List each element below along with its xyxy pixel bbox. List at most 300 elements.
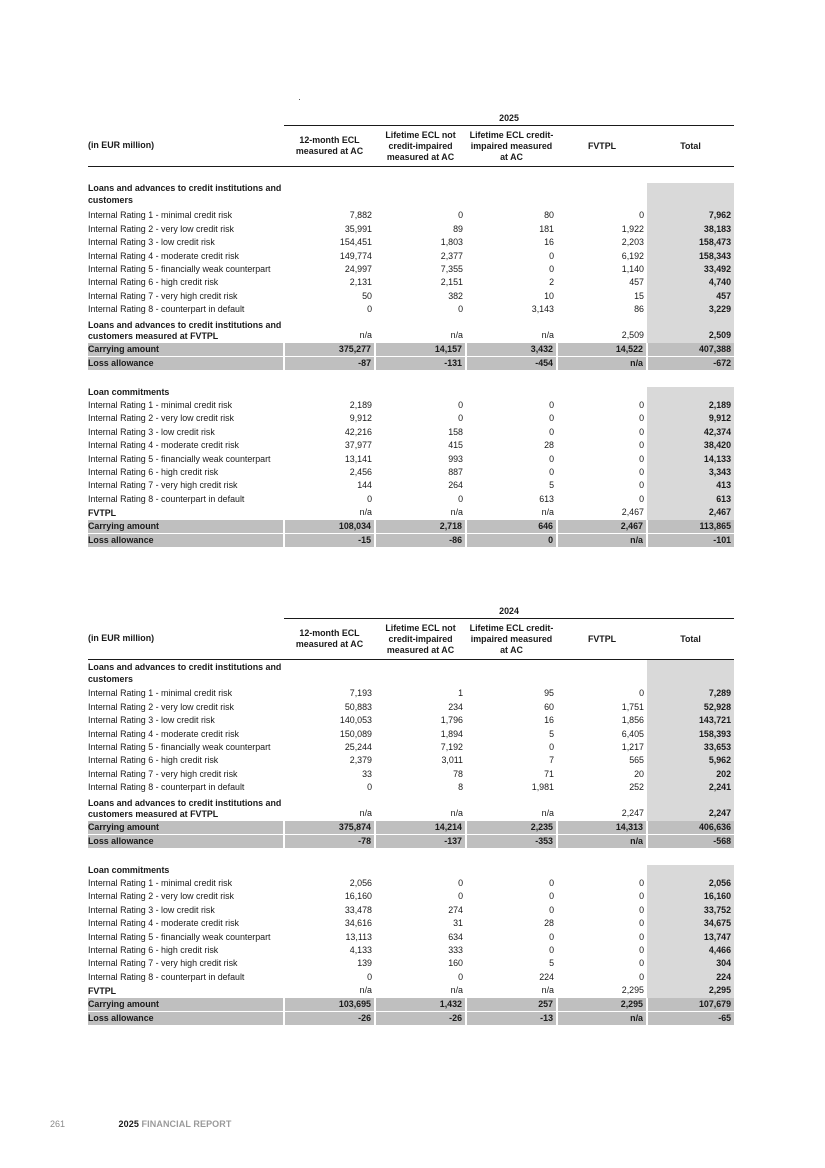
cell: 0 xyxy=(549,931,554,942)
cell: 34,616 xyxy=(344,918,372,929)
total-cell: 158,473 xyxy=(647,236,734,249)
cell: 2,247 xyxy=(621,808,644,819)
row-label: Internal Rating 8 - counterpart in default xyxy=(88,304,245,315)
cell: -87 xyxy=(284,357,375,371)
cell: 0 xyxy=(639,945,644,955)
cell: 144 xyxy=(357,480,372,491)
cell: 2,509 xyxy=(621,330,644,341)
cell: 16,160 xyxy=(344,891,372,902)
fvtpl-row xyxy=(88,984,734,997)
total-cell: 158,393 xyxy=(647,728,734,741)
total-cell: 143,721 xyxy=(647,714,734,727)
cell: 4,133 xyxy=(349,945,372,955)
col-12-month-ecl: 12-month ECL measured at AC xyxy=(284,126,375,167)
total-cell: 38,420 xyxy=(647,439,734,452)
cell: 0 xyxy=(458,891,463,902)
col-fvtpl: FVTPL xyxy=(557,126,647,167)
table-row xyxy=(88,412,734,425)
row-label: Internal Rating 1 - minimal credit risk xyxy=(88,877,233,888)
cell: -15 xyxy=(284,534,375,548)
row-label: Internal Rating 1 - minimal credit risk xyxy=(88,688,233,699)
col-lifetime-ecl-not-impaired: Lifetime ECL not credit-impaired measured at AC xyxy=(375,126,466,167)
cell: 415 xyxy=(448,440,463,451)
cell: 0 xyxy=(549,264,554,275)
cell: -13 xyxy=(466,1012,557,1026)
total-cell: 33,492 xyxy=(647,263,734,276)
cell: n/a xyxy=(359,985,372,996)
cell: 14,522 xyxy=(557,343,647,357)
table-row xyxy=(88,426,734,439)
row-label: Internal Rating 5 - financially weak counterpart xyxy=(88,264,271,275)
cell: 1,140 xyxy=(621,264,644,275)
section-title-row xyxy=(88,660,734,688)
row-label: Carrying amount xyxy=(88,821,284,835)
cell: 0 xyxy=(367,493,372,504)
section-title: Loans and advances to credit institutions and customers xyxy=(88,662,282,684)
total-cell: 7,289 xyxy=(647,687,734,700)
cell: 1,217 xyxy=(621,742,644,753)
row-label: Loans and advances to credit institutions and customers measured at FVTPL xyxy=(88,797,282,820)
row-label: Internal Rating 2 - very low credit risk xyxy=(88,223,234,234)
row-label: Internal Rating 6 - high credit risk xyxy=(88,467,219,477)
cell: 2,718 xyxy=(375,520,466,534)
table-row xyxy=(88,439,734,452)
brand-year: 2025 xyxy=(118,1119,139,1129)
row-label: Internal Rating 8 - counterpart in default xyxy=(88,782,245,793)
cell: 1,894 xyxy=(440,728,463,739)
table-row xyxy=(88,263,734,276)
cell: 0 xyxy=(639,426,644,437)
cell: 31 xyxy=(453,918,463,929)
cell: 264 xyxy=(448,480,463,491)
cell: 0 xyxy=(639,877,644,888)
total-cell: 407,388 xyxy=(647,343,734,357)
table-row xyxy=(88,453,734,466)
table-row xyxy=(88,290,734,303)
cell: 0 xyxy=(639,453,644,464)
cell: 6,192 xyxy=(621,250,644,261)
cell: 224 xyxy=(539,971,554,982)
total-cell: 3,229 xyxy=(647,303,734,316)
total-cell: -672 xyxy=(647,357,734,371)
table-row xyxy=(88,714,734,727)
loss-allowance-row xyxy=(88,357,734,371)
unit-label: (in EUR million) xyxy=(88,619,284,660)
cell: n/a xyxy=(450,507,463,518)
cell: 0 xyxy=(458,493,463,504)
table-row xyxy=(88,493,734,506)
cell: 0 xyxy=(639,891,644,902)
total-cell: 5,962 xyxy=(647,754,734,767)
total-cell: -65 xyxy=(647,1012,734,1026)
total-cell: -568 xyxy=(647,835,734,849)
total-cell: 2,247 xyxy=(647,795,734,821)
cell: 89 xyxy=(453,223,463,234)
row-label: Internal Rating 7 - very high credit risk xyxy=(88,768,238,779)
cell: 25,244 xyxy=(344,742,372,753)
total-cell: 33,653 xyxy=(647,741,734,754)
cell: 42,216 xyxy=(344,426,372,437)
cell: 28 xyxy=(544,440,554,451)
table-row xyxy=(88,250,734,263)
col-lifetime-ecl-impaired: Lifetime ECL credit-impaired measured at AC xyxy=(466,126,557,167)
table-row xyxy=(88,768,734,781)
table-row xyxy=(88,754,734,767)
cell: 6,405 xyxy=(621,728,644,739)
cell: 634 xyxy=(448,931,463,942)
section-title: Loan commitments xyxy=(88,387,170,398)
table-row xyxy=(88,223,734,236)
cell: 2,467 xyxy=(557,520,647,534)
cell: 16 xyxy=(544,237,554,248)
row-label: Internal Rating 7 - very high credit risk xyxy=(88,958,238,969)
row-label: FVTPL xyxy=(88,508,117,519)
row-label: Internal Rating 5 - financially weak counterpart xyxy=(88,931,271,942)
fvtpl-row xyxy=(88,506,734,519)
cell: 0 xyxy=(458,877,463,888)
cell: 234 xyxy=(448,701,463,712)
row-label: Internal Rating 4 - moderate credit risk xyxy=(88,918,239,929)
row-label: Carrying amount xyxy=(88,343,284,357)
cell: 181 xyxy=(539,223,554,234)
row-label: Internal Rating 3 - low credit risk xyxy=(88,426,215,437)
cell: 20 xyxy=(634,768,644,779)
total-cell: 2,056 xyxy=(647,877,734,890)
cell: -26 xyxy=(375,1012,466,1026)
total-cell: 3,343 xyxy=(647,466,734,479)
cell: 375,874 xyxy=(284,821,375,835)
unit-label: (in EUR million) xyxy=(88,126,284,167)
cell: -86 xyxy=(375,534,466,548)
cell: -353 xyxy=(466,835,557,849)
page-number: 261 xyxy=(50,1119,66,1129)
total-cell: 2,295 xyxy=(647,984,734,997)
col-12-month-ecl: 12-month ECL measured at AC xyxy=(284,619,375,660)
row-label: Carrying amount xyxy=(88,520,284,534)
cell: 3,143 xyxy=(531,304,554,315)
total-cell: 413 xyxy=(647,479,734,492)
total-cell: 613 xyxy=(647,493,734,506)
page-footer xyxy=(50,1119,231,1129)
cell: 0 xyxy=(639,440,644,451)
cell: 139 xyxy=(357,958,372,969)
total-cell: 52,928 xyxy=(647,701,734,714)
cell: 2,456 xyxy=(349,467,372,477)
cell: 1,796 xyxy=(440,715,463,726)
col-lifetime-ecl-not-impaired: Lifetime ECL not credit-impaired measured at AC xyxy=(375,619,466,660)
table-row xyxy=(88,931,734,944)
row-label: Internal Rating 6 - high credit risk xyxy=(88,755,219,766)
table-row xyxy=(88,479,734,492)
cell: 0 xyxy=(639,210,644,221)
cell: 0 xyxy=(639,688,644,699)
cell: 14,214 xyxy=(375,821,466,835)
cell: 0 xyxy=(639,958,644,969)
cell: 2,151 xyxy=(440,277,463,288)
cell: 0 xyxy=(549,891,554,902)
total-cell: 13,747 xyxy=(647,931,734,944)
loss-allowance-row xyxy=(88,1012,734,1026)
cell: 646 xyxy=(466,520,557,534)
row-label: Loss allowance xyxy=(88,534,284,548)
cell: -131 xyxy=(375,357,466,371)
cell: 71 xyxy=(544,768,554,779)
cell: -78 xyxy=(284,835,375,849)
col-total: Total xyxy=(647,126,734,167)
cell: 0 xyxy=(367,304,372,315)
carrying-amount-row xyxy=(88,520,734,534)
row-label: Internal Rating 1 - minimal credit risk xyxy=(88,210,233,221)
cell: 60 xyxy=(544,701,554,712)
cell: 0 xyxy=(549,453,554,464)
section-title-row xyxy=(88,865,734,877)
row-label: Internal Rating 7 - very high credit risk xyxy=(88,480,238,491)
cell: 0 xyxy=(549,413,554,424)
cell: 140,053 xyxy=(339,715,372,726)
cell: 0 xyxy=(639,971,644,982)
cell: 15 xyxy=(634,290,644,301)
cell: 24,997 xyxy=(344,264,372,275)
cell: 2,295 xyxy=(621,985,644,996)
total-cell: 4,740 xyxy=(647,276,734,289)
row-label: Internal Rating 2 - very low credit risk xyxy=(88,701,234,712)
cell: n/a xyxy=(541,808,554,819)
cell: 7,193 xyxy=(349,688,372,699)
cell: 35,991 xyxy=(344,223,372,234)
row-label: Loss allowance xyxy=(88,835,284,849)
cell: 887 xyxy=(448,467,463,477)
cell: 33,478 xyxy=(344,904,372,915)
cell: 9,912 xyxy=(349,413,372,424)
cell: 0 xyxy=(639,467,644,477)
total-cell: 202 xyxy=(647,768,734,781)
row-label: Internal Rating 4 - moderate credit risk xyxy=(88,440,239,451)
table-row xyxy=(88,687,734,700)
cell: 457 xyxy=(629,277,644,288)
cell: 150,089 xyxy=(339,728,372,739)
section-title: Loan commitments xyxy=(88,865,170,876)
cell: 1,856 xyxy=(621,715,644,726)
total-cell: 7,962 xyxy=(647,209,734,222)
total-cell: 4,466 xyxy=(647,944,734,957)
cell: n/a xyxy=(359,507,372,518)
cell: 1,751 xyxy=(621,701,644,712)
total-cell: 33,752 xyxy=(647,904,734,917)
total-cell: 34,675 xyxy=(647,917,734,930)
row-label: Internal Rating 7 - very high credit risk xyxy=(88,290,238,301)
cell: 7,192 xyxy=(440,742,463,753)
table-row xyxy=(88,944,734,957)
cell: 0 xyxy=(549,399,554,410)
col-total: Total xyxy=(647,619,734,660)
total-cell: 224 xyxy=(647,971,734,984)
cell: 2,203 xyxy=(621,237,644,248)
cell: 0 xyxy=(639,931,644,942)
total-cell: 113,865 xyxy=(647,520,734,534)
cell: 2,377 xyxy=(440,250,463,261)
row-label: Loss allowance xyxy=(88,357,284,371)
cell: 3,432 xyxy=(466,343,557,357)
cell: 7,355 xyxy=(440,264,463,275)
table-row xyxy=(88,741,734,754)
cell: n/a xyxy=(541,507,554,518)
cell: 13,141 xyxy=(344,453,372,464)
cell: 2,467 xyxy=(621,507,644,518)
table-row xyxy=(88,399,734,412)
table-row xyxy=(88,877,734,890)
total-cell: 2,189 xyxy=(647,399,734,412)
cell: 2,295 xyxy=(557,998,647,1012)
cell: 0 xyxy=(639,480,644,491)
row-label: Internal Rating 3 - low credit risk xyxy=(88,904,215,915)
year-row xyxy=(88,605,734,619)
table-row xyxy=(88,728,734,741)
cell: 0 xyxy=(639,399,644,410)
cell: -137 xyxy=(375,835,466,849)
cell: 252 xyxy=(629,782,644,793)
table-row xyxy=(88,957,734,970)
cell: 0 xyxy=(549,904,554,915)
cell: 0 xyxy=(639,493,644,504)
cell: n/a xyxy=(359,330,372,341)
cell: 8 xyxy=(458,782,463,793)
cell: 2,131 xyxy=(349,277,372,288)
cell: 33 xyxy=(362,768,372,779)
cell: 5 xyxy=(549,480,554,491)
column-header-row xyxy=(88,126,734,167)
total-cell: 16,160 xyxy=(647,890,734,903)
total-cell: 406,636 xyxy=(647,821,734,835)
cell: 0 xyxy=(466,534,557,548)
total-cell: 2,509 xyxy=(647,317,734,343)
cell: 149,774 xyxy=(339,250,372,261)
cell: 14,313 xyxy=(557,821,647,835)
cell: 2,056 xyxy=(349,877,372,888)
cell: n/a xyxy=(541,330,554,341)
cell: 0 xyxy=(549,877,554,888)
ecl-table-2025 xyxy=(88,112,734,548)
cell: 37,977 xyxy=(344,440,372,451)
cell: 0 xyxy=(458,413,463,424)
cell: n/a xyxy=(557,835,647,849)
cell: 1,981 xyxy=(531,782,554,793)
cell: n/a xyxy=(450,808,463,819)
report-brand xyxy=(119,1119,232,1129)
table-row xyxy=(88,701,734,714)
total-cell: 2,467 xyxy=(647,506,734,519)
row-label: Internal Rating 8 - counterpart in default xyxy=(88,493,245,504)
total-cell: 2,241 xyxy=(647,781,734,794)
cell: 2,379 xyxy=(349,755,372,766)
cell: 78 xyxy=(453,768,463,779)
carrying-amount-row xyxy=(88,343,734,357)
cell: 0 xyxy=(458,971,463,982)
total-cell: 9,912 xyxy=(647,412,734,425)
stray-dot xyxy=(299,99,300,100)
cell: 0 xyxy=(639,413,644,424)
total-cell: 158,343 xyxy=(647,250,734,263)
section-title-row xyxy=(88,387,734,399)
cell: 1,922 xyxy=(621,223,644,234)
fvtpl-row xyxy=(88,317,734,343)
table-row xyxy=(88,890,734,903)
cell: 10 xyxy=(544,290,554,301)
cell: 7 xyxy=(549,755,554,766)
total-cell: 42,374 xyxy=(647,426,734,439)
cell: 0 xyxy=(549,945,554,955)
table-row xyxy=(88,971,734,984)
cell: 86 xyxy=(634,304,644,315)
row-label: Internal Rating 4 - moderate credit risk xyxy=(88,728,239,739)
cell: 2,189 xyxy=(349,399,372,410)
row-label: Loans and advances to credit institutions and customers measured at FVTPL xyxy=(88,319,282,342)
cell: n/a xyxy=(359,808,372,819)
cell: 0 xyxy=(549,250,554,261)
row-label: Internal Rating 1 - minimal credit risk xyxy=(88,399,233,410)
row-label: Internal Rating 2 - very low credit risk xyxy=(88,413,234,424)
cell: 382 xyxy=(448,290,463,301)
cell: 0 xyxy=(458,210,463,221)
row-label: FVTPL xyxy=(88,986,117,997)
total-cell: 304 xyxy=(647,957,734,970)
cell: 257 xyxy=(466,998,557,1012)
row-label: Internal Rating 3 - low credit risk xyxy=(88,237,215,248)
row-label: Internal Rating 3 - low credit risk xyxy=(88,715,215,726)
brand-text: FINANCIAL REPORT xyxy=(141,1119,232,1129)
cell: 108,034 xyxy=(284,520,375,534)
cell: 28 xyxy=(544,918,554,929)
section-title-row xyxy=(88,183,734,209)
cell: 95 xyxy=(544,688,554,699)
cell: n/a xyxy=(557,534,647,548)
total-cell: -101 xyxy=(647,534,734,548)
cell: 2 xyxy=(549,277,554,288)
cell: 13,113 xyxy=(345,931,372,942)
cell: 5 xyxy=(549,958,554,969)
row-label: Internal Rating 6 - high credit risk xyxy=(88,945,219,955)
table-row xyxy=(88,303,734,316)
cell: n/a xyxy=(557,1012,647,1026)
cell: 16 xyxy=(544,715,554,726)
row-label: Internal Rating 6 - high credit risk xyxy=(88,277,219,288)
cell: 993 xyxy=(448,453,463,464)
cell: 5 xyxy=(549,728,554,739)
col-lifetime-ecl-impaired: Lifetime ECL credit-impaired measured at AC xyxy=(466,619,557,660)
table-row xyxy=(88,209,734,222)
cell: 14,157 xyxy=(375,343,466,357)
cell: n/a xyxy=(450,330,463,341)
cell: 0 xyxy=(367,971,372,982)
cell: 274 xyxy=(448,904,463,915)
cell: n/a xyxy=(450,985,463,996)
cell: 2,235 xyxy=(466,821,557,835)
total-cell: 14,133 xyxy=(647,453,734,466)
row-label: Internal Rating 5 - financially weak counterpart xyxy=(88,742,271,753)
total-cell: 107,679 xyxy=(647,998,734,1012)
table-row xyxy=(88,917,734,930)
cell: 0 xyxy=(458,304,463,315)
total-cell: 38,183 xyxy=(647,223,734,236)
cell: 0 xyxy=(549,426,554,437)
cell: 333 xyxy=(448,945,463,955)
row-label: Carrying amount xyxy=(88,998,284,1012)
cell: 154,451 xyxy=(339,237,372,248)
cell: 0 xyxy=(639,904,644,915)
cell: 50 xyxy=(362,290,372,301)
loss-allowance-row xyxy=(88,835,734,849)
ecl-table-2024 xyxy=(88,605,734,1026)
cell: 0 xyxy=(549,467,554,477)
